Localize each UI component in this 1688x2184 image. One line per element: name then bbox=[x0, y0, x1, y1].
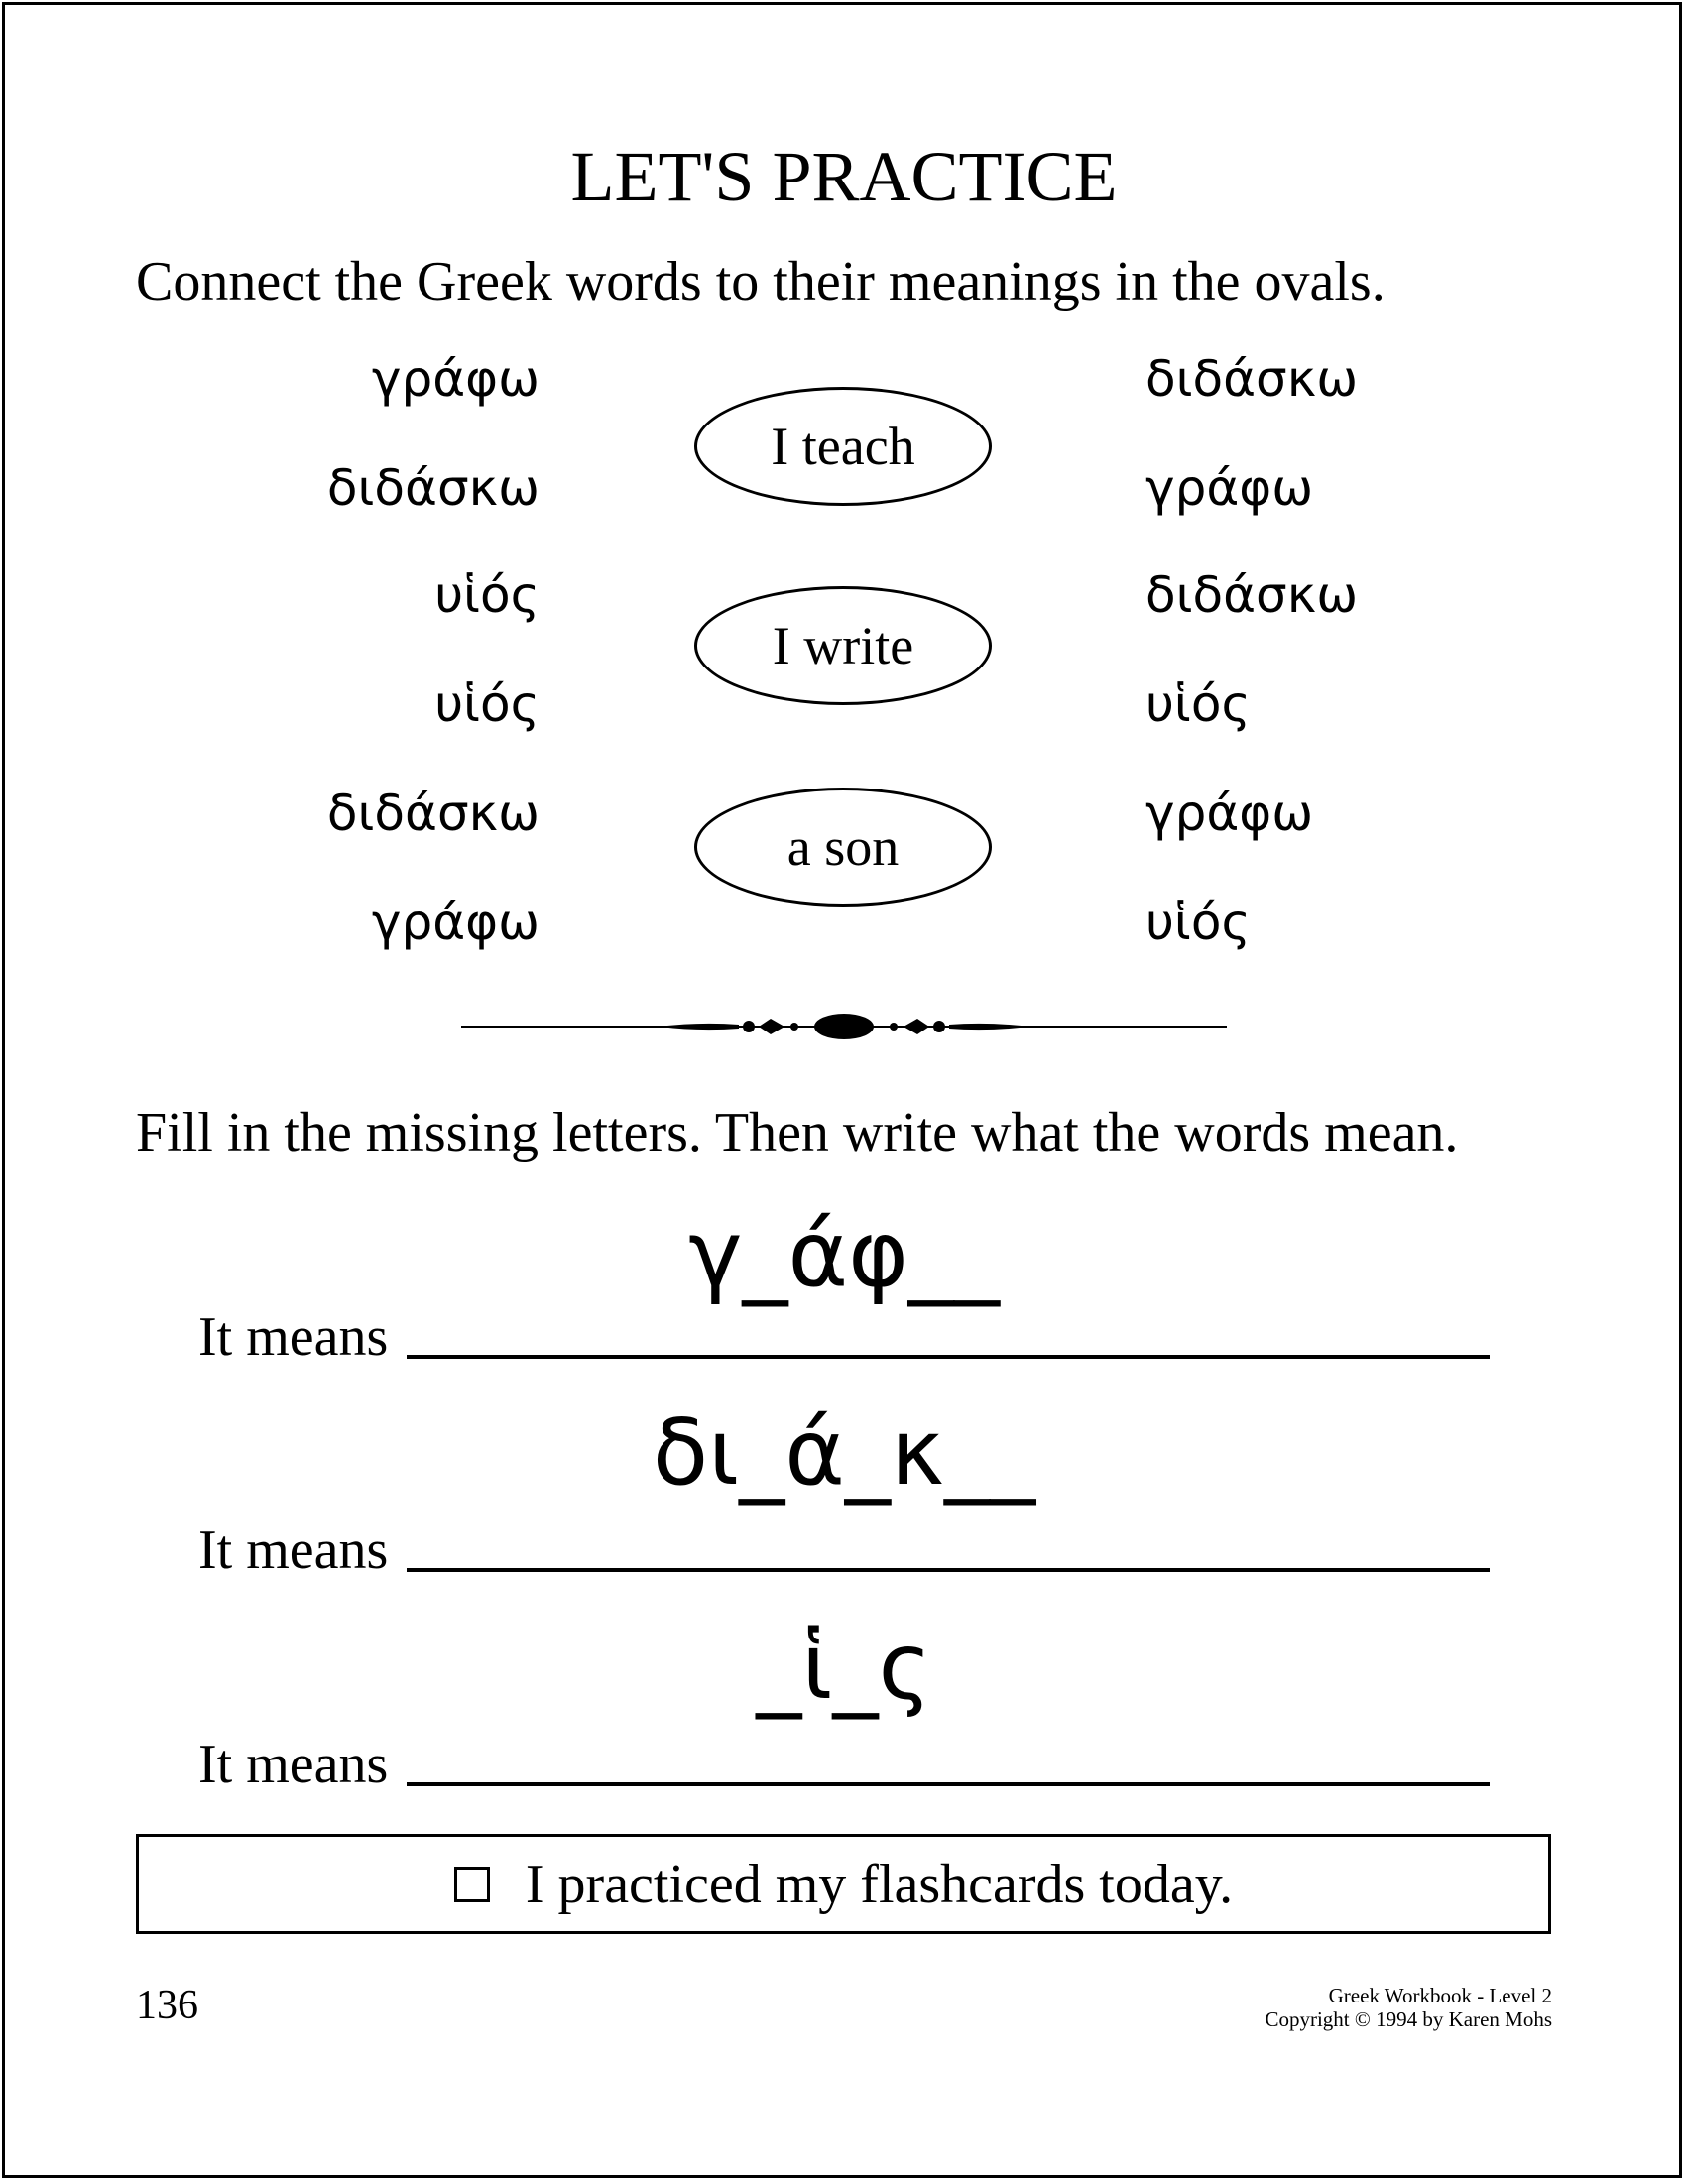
page-number: 136 bbox=[136, 1983, 198, 2028]
left-word-2: διδάσκω bbox=[326, 459, 540, 517]
oval-label: I teach bbox=[771, 417, 915, 476]
left-word-5: διδάσκω bbox=[326, 785, 540, 842]
it-means-label-3: It means bbox=[198, 1734, 389, 1795]
left-word-3: υἱός bbox=[434, 566, 540, 624]
ornamental-divider bbox=[461, 1002, 1227, 1051]
right-word-3: διδάσκω bbox=[1145, 566, 1359, 624]
footer-credits bbox=[1265, 1984, 1552, 2031]
oval-i-teach bbox=[694, 387, 992, 506]
oval-a-son bbox=[694, 788, 992, 907]
oval-i-write bbox=[694, 586, 992, 705]
left-word-6: γράφω bbox=[371, 894, 540, 951]
page-title: LET'S PRACTICE bbox=[570, 137, 1118, 216]
fill-in-word-2: δι_ά_κ__ bbox=[652, 1399, 1036, 1506]
fill-in-word-1: γ_άφ__ bbox=[688, 1201, 1000, 1307]
fill-in-word-3: _ἱ_ς bbox=[756, 1614, 932, 1720]
oval-label: a son bbox=[786, 817, 900, 877]
right-word-4: υἱός bbox=[1145, 675, 1251, 733]
right-word-2: γράφω bbox=[1145, 459, 1314, 517]
flashcard-label: I practiced my flashcards today. bbox=[525, 1853, 1234, 1915]
right-word-5: γράφω bbox=[1145, 785, 1314, 842]
oval-label: I write bbox=[772, 616, 914, 675]
copyright-notice: Copyright © 1994 by Karen Mohs bbox=[1265, 2007, 1552, 2031]
right-word-1: διδάσκω bbox=[1145, 350, 1359, 408]
left-word-1: γράφω bbox=[371, 350, 540, 408]
connect-instruction: Connect the Greek words to their meanings in the ovals. bbox=[136, 251, 1386, 312]
answer-line-3[interactable] bbox=[407, 1782, 1490, 1786]
flashcard-checkbox[interactable] bbox=[454, 1867, 490, 1902]
fill-in-instruction: Fill in the missing letters. Then write what the words mean. bbox=[136, 1102, 1459, 1163]
book-title: Greek Workbook - Level 2 bbox=[1328, 1984, 1552, 2007]
right-word-6: υἱός bbox=[1145, 894, 1251, 951]
left-word-4: υἱός bbox=[434, 675, 540, 733]
answer-line-1[interactable] bbox=[407, 1355, 1490, 1359]
flashcard-checkbox-row bbox=[136, 1834, 1551, 1934]
answer-line-2[interactable] bbox=[407, 1568, 1490, 1572]
it-means-label-2: It means bbox=[198, 1519, 389, 1581]
it-means-label-1: It means bbox=[198, 1306, 389, 1368]
